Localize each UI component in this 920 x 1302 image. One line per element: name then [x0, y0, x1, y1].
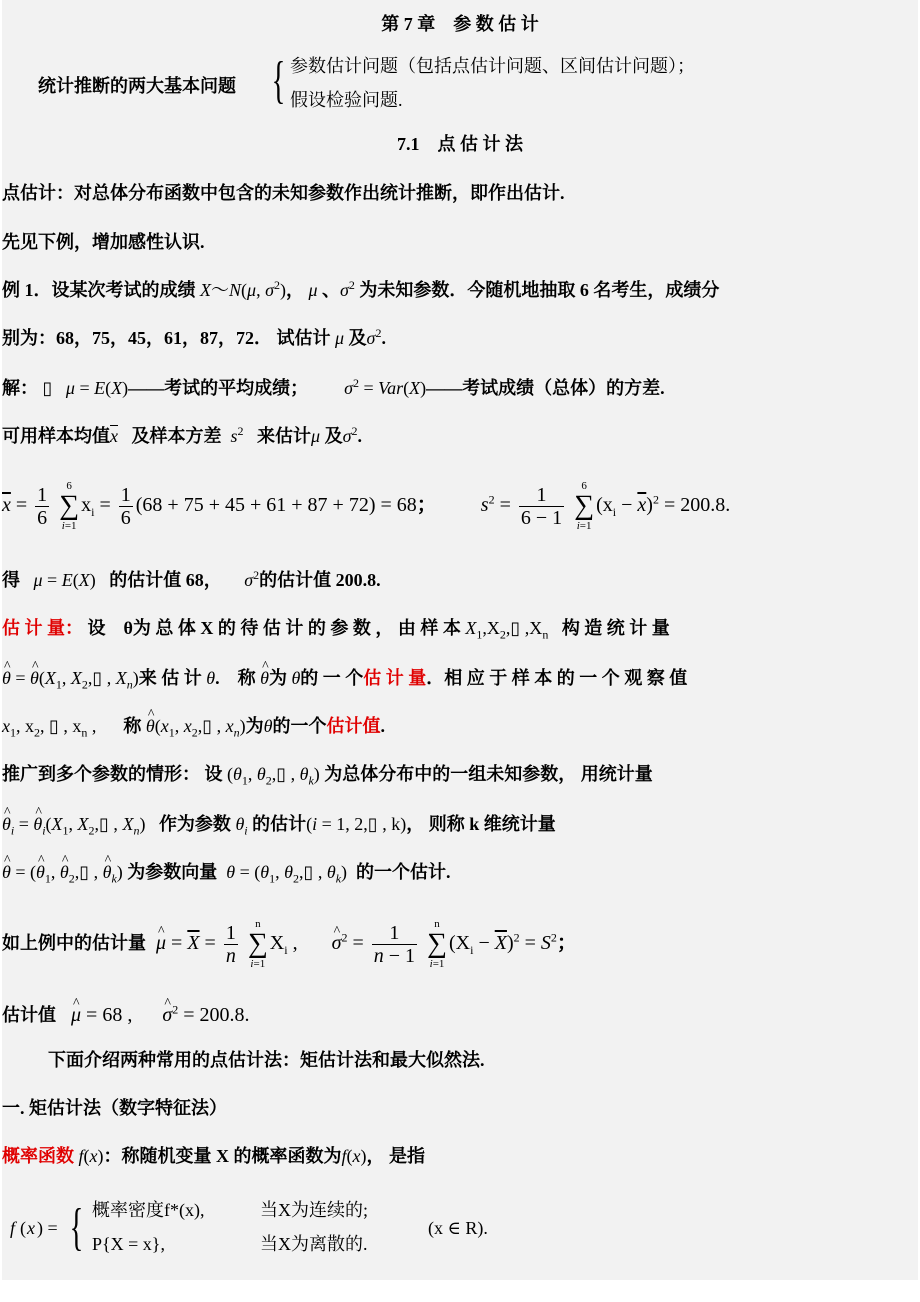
piecewise-case1: 概率密度f*(x), [92, 1200, 205, 1220]
multi-param-line2: ^ $\theta_i$ = ^ $\theta_i(X_1$, $X_2,▯$ , $X_n$) 作为参数 $\theta_i$ 的估计(i = 1, 2,▯ , k)， 则称 k 维统计量 [2, 812, 918, 836]
prob-func-label: 概率函数 [2, 1146, 74, 1166]
piecewise-domain: (x ∈ R). [428, 1218, 488, 1238]
multi-text-2a: 作为参数 [158, 814, 231, 834]
section-title: 7.1 点 估 计 法 [397, 134, 523, 154]
estimator-line3: $x_1$, $x_2$, ▯ , $x_n$ , 称 ^ $\theta(x_1$, $x_2,▯$ , $x_n$)为θ的一个估计值. [2, 714, 918, 738]
multi-text-3b: 的一个估计. [356, 862, 451, 882]
estimator-text-2d: 的 一 个 [300, 668, 364, 688]
intro-label: 统计推断的两大基本问题 [38, 76, 236, 96]
intro-brace: { [271, 52, 286, 109]
estimator-text-2b: 称 [237, 668, 256, 688]
result-text-b: 的估计值 68， [109, 570, 222, 590]
estimator-label: 估 计 量： [2, 618, 83, 638]
sample-text-a: 可用样本均值 [2, 426, 110, 446]
prob-func-definition: 概率函数 f(x)：称随机变量 X 的概率函数为f(x)， 是指 [2, 1146, 426, 1166]
estimate-sigma-value: 200.8 [199, 1004, 245, 1026]
as-example-label: 如上例中的估计量 [2, 933, 146, 953]
multi-text-2b: 的估计 [252, 814, 307, 834]
estimator-text-1-end: 构 造 统 计 量 [561, 618, 670, 638]
multi-param-line3: ^ θ = (^ $\theta_1$, ^ $\theta_2,▯$ , ^ $\theta_k$) 为参数向量 $\theta = (\theta_1$, $\theta_2,▯$ , $\theta_k$) 的一个估计. [2, 860, 918, 884]
estimator-line1: 估 计 量： 设 θ为 总 体 X 的 待 估 计 的 参 数 ， 由 样 本 $X_1,X_2,▯$ $,X_n$ 构 造 统 计 量 [2, 618, 670, 642]
intro-item-1: 参数估计问题（包括点估计问题、区间估计问题）； [290, 56, 695, 76]
sample-text-d: 及 [324, 426, 343, 446]
multi-text-3a: 为参数向量 [127, 862, 218, 882]
example1-text-a: 例 1．设某次考试的成绩 [2, 280, 196, 300]
estimate-term: 估计值 [326, 716, 381, 736]
prob-func-text-a: ：称随机变量 X 的概率函数为 [103, 1146, 342, 1166]
piecewise-formula: f ( x ) = { 概率密度f*(x), 当X为连续的; P{X = x}, 当X为离散的. (x ∈ R). [10, 1199, 488, 1256]
example1-text-c: 别为：68，75，45，61，87，72． 试估计 [2, 328, 331, 348]
prob-func-text-b: ， 是指 [366, 1146, 426, 1166]
estimator-line2: ^ θ = ^ $\theta(X_1$, $X_2,▯$ , $X_n$)来 估 计 θ. 称 ^ θ为 θ的 一 个估 计 量．相 应 于 样 本 的 一 个 观 察 值 [2, 666, 918, 690]
sample-text-c: 来估计 [257, 426, 312, 446]
estimator-text-2c: 为 [268, 668, 287, 688]
sample-text-b: 及样本方差 [131, 426, 222, 446]
intro-item-2: 假设检验问题. [290, 90, 403, 110]
piecewise-cond1: 当X为连续的; [260, 1200, 368, 1220]
formula-xbar: (68 + 75 + 45 + 61 + 87 + 72) = 68 [135, 494, 417, 516]
estimator-text-1: 设 θ为 总 体 X 的 待 估 计 的 参 数 ， 由 样 本 [87, 618, 461, 638]
example1-text-d: 及 [348, 328, 367, 348]
result-text-a: 得 [2, 570, 20, 590]
example1-line2: 别为：68，75，45，61，87，72． 试估计 μ 及$\sigma^2$. [2, 326, 386, 348]
estimator-text-2a: 来 估 计 [138, 668, 202, 688]
estimator-text-3a: 称 [123, 716, 142, 736]
estimate-mu-value: 68 [102, 1004, 123, 1026]
estimator-text-2e: ．相 应 于 样 本 的 一 个 观 察 值 [426, 668, 688, 688]
multi-text-2c: ， 则称 k 维统计量 [406, 814, 556, 834]
estimator-text-3b: 为 [245, 716, 264, 736]
estimator-term: 估 计 量 [363, 668, 427, 688]
formula-s2-value: 200.8 [680, 494, 726, 516]
result-text-c: 的估计值 200.8. [259, 570, 381, 590]
multi-text-1a: 推广到多个参数的情形： 设 [2, 764, 223, 784]
multi-param-line1: 推广到多个参数的情形： 设 ($\theta_1$, $\theta_2,▯$ , $\theta_k$) 为总体分布中的一组未知参数， 用统计量 [2, 764, 653, 788]
estimator-text-3c: 的一个 [272, 716, 327, 736]
see-example-text: 先见下例，增加感性认识. [2, 232, 205, 252]
solution-label: 解： [2, 378, 38, 398]
result-line: 得 μ = E(X) 的估计值 68， $\sigma^2$的估计值 200.8. [2, 568, 381, 590]
example1-line1: 例 1．设某次考试的成绩 X～N(μ, $\sigma^2$)， μ 、$\sigma^2$ 为未知参数．今随机地抽取 6 名考生，成绩分 [2, 278, 720, 300]
sample-estimation-line: 可用样本均值$\overline{x}$ 及样本方差 $s^2$ 来估计μ 及$\sigma^2$. [2, 424, 362, 446]
intro-methods-text: 下面介绍两种常用的点估计法：矩估计法和最大似然法. [48, 1050, 485, 1070]
piecewise-case2: P{X = x}, [92, 1234, 165, 1254]
formula-row-estimators: 如上例中的估计量 ^ $\mu = \overline{X}$ = $\frac{1}{n}$ n ∑ i=1 $X_i$ , ^ $\sigma^2$ = $\frac{1}{n - 1}$ n ∑ i=1 $(X_i - \overline{X})^2 = S^2$； [2, 908, 918, 978]
estimate-values-line: 估计值 ^ μ = 68 , ^ $\sigma^2 = 200.8$. [2, 1000, 918, 1030]
method1-title: 一. 矩估计法（数字特征法） [2, 1098, 227, 1118]
piecewise-cond2: 当X为离散的. [260, 1234, 368, 1254]
example1-text-b: 为未知参数．今随机地抽取 6 名考生，成绩分 [359, 280, 720, 300]
solution-mean-desc: ——考试的平均成绩； [128, 378, 309, 398]
intro-block [2, 50, 918, 116]
point-estimation-definition: 点估计：对总体分布函数中包含的未知参数作出统计推断，即作出估计. [2, 183, 565, 203]
chapter-title: 第 7 章 参 数 估 计 [381, 14, 539, 34]
multi-text-1b: 为总体分布中的一组未知参数， 用统计量 [324, 764, 653, 784]
estimate-values-label: 估计值 [2, 1005, 56, 1025]
solution-var-desc: ——考试成绩（总体）的方差. [426, 378, 665, 398]
formula-row-sample-stats: $\overline{x}$ = $\frac{1}{6}$ 6 ∑ i=1 $x_i$ = $\frac{1}{6}$ (68 + 75 + 45 + 61 + 87 + 72) = 68； $s^2$ = $\frac{1}{6 - 1}$ 6 ∑ i=1 $(x_i - \overline{x})^2 = 200.8$. [2, 480, 731, 533]
solution-line: 解： ▯ μ = E(X)——考试的平均成绩； $\sigma^2$ = Var(X)——考试成绩（总体）的方差. [2, 376, 665, 398]
